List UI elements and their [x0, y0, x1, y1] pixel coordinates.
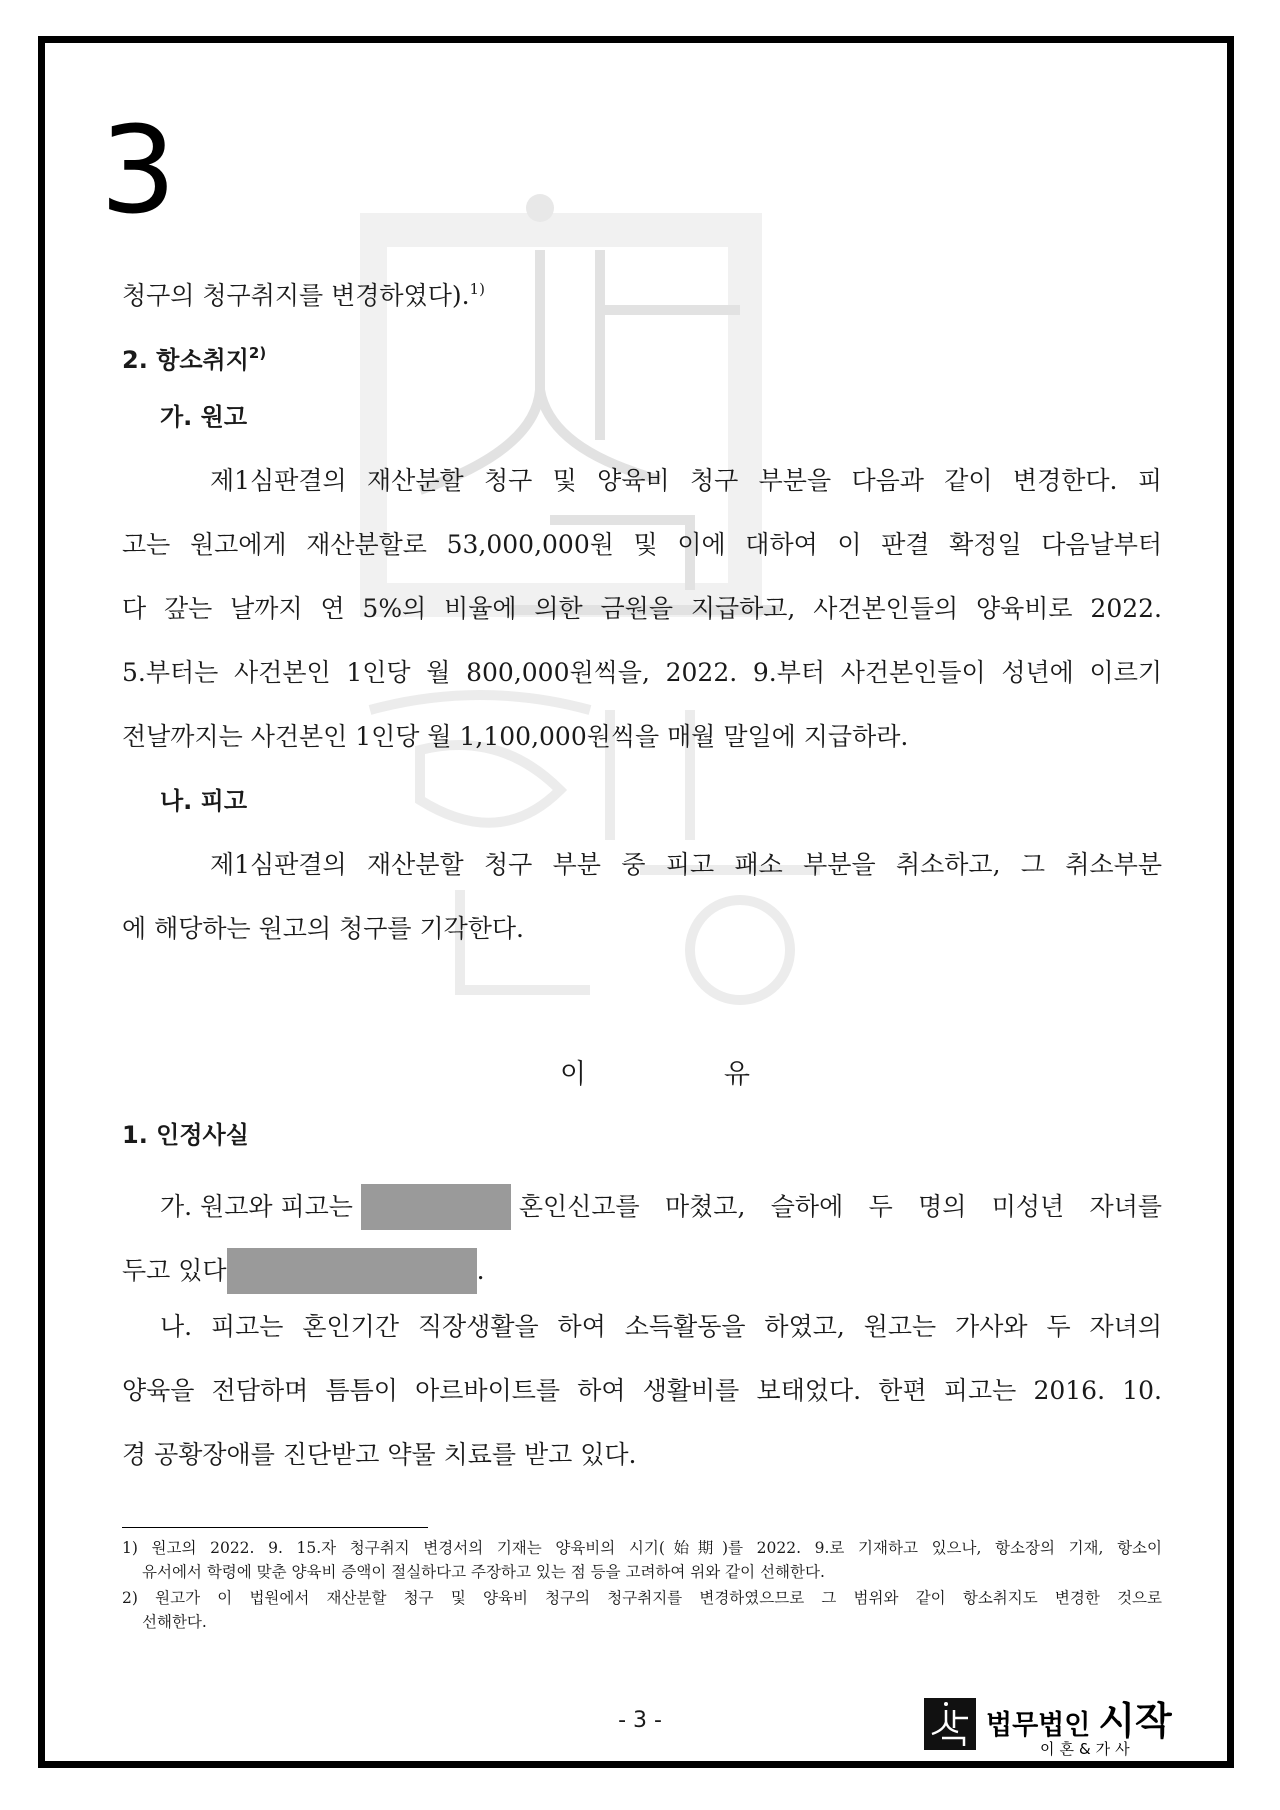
intro-line: 청구의 청구취지를 변경하였다).$^{1)}$	[122, 280, 485, 310]
paragraph-line: 제1심판결의 재산분할 청구 및 양육비 청구 부분을 다음과 같이 변경한다. 피	[210, 466, 1162, 495]
paragraph-line: 경 공황장애를 진단받고 약물 치료를 받고 있다.	[122, 1440, 637, 1469]
paragraph-line: 고는 원고에게 재산분할로 53,000,000원 및 이에 대하여 이 판결 확정일 다음날부터	[122, 530, 1162, 559]
paragraph-line: 제1심판결의 재산분할 청구 부분 중 피고 패소 부분을 취소하고, 그 취소부분	[210, 850, 1162, 879]
footnote-ref-1[interactable]: 1)	[469, 280, 485, 298]
firm-subtitle: 이혼&가사	[1040, 1740, 1135, 1758]
paragraph-line: 5.부터는 사건본인 1인당 월 800,000원씩을, 2022. 9.부터 사건본인들이 성년에 이르기	[122, 658, 1162, 687]
facts-line-2: 두고 있다 .	[122, 1248, 1162, 1294]
paragraph-line: 에 해당하는 원고의 청구를 기각한다.	[122, 914, 524, 943]
footnote-divider	[122, 1527, 428, 1528]
footnote-1-cont: 유서에서 학령에 맞춘 양육비 증액이 절실하다고 주장하고 있는 점 등을 고려하여 위와 같이 선해한다.	[142, 1563, 825, 1581]
redaction-box	[361, 1184, 511, 1230]
footnote-ref-2[interactable]: 2)	[248, 344, 267, 362]
redaction-box	[227, 1248, 477, 1294]
paragraph-line: 나. 피고는 혼인기간 직장생활을 하여 소득활동을 하였고, 원고는 가사와 두 자녀의	[160, 1312, 1162, 1341]
paragraph-line: 전날까지는 사건본인 1인당 월 1,100,000원씩을 매월 말일에 지급하라.	[122, 722, 909, 751]
footnote-1: 1) 원고의 2022. 9. 15.자 청구취지 변경서의 기재는 양육비의 시기(始期)를 2022. 9.로 기재하고 있으나, 항소장의 기재, 항소이	[122, 1539, 1162, 1557]
paragraph-line: 다 갚는 날까지 연 5%의 비율에 의한 금원을 지급하고, 사건본인들의 양육비로 2022.	[122, 594, 1162, 623]
section-title-facts: 1. 인정사실	[122, 1121, 249, 1149]
footnote-2: 2) 원고가 이 법원에서 재산분할 청구 및 양육비 청구의 청구취지를 변경하였으므로 그 범위와 같이 항소취지도 변경한 것으로	[122, 1589, 1162, 1607]
footnote-2-cont: 선해한다.	[142, 1613, 207, 1631]
facts-line-1: 가. 원고와 피고는 혼인신고를 마쳤고, 슬하에 두 명의 미성년 자녀를	[160, 1184, 1162, 1230]
heading-defendant: 나. 피고	[160, 787, 248, 815]
firm-name: 법무법인 시작	[986, 1699, 1172, 1743]
section-title-appeal: 2. 항소취지$^{2)}$	[122, 344, 267, 374]
page-number: - 3 -	[618, 1708, 662, 1733]
reason-title: 이 유	[560, 1059, 750, 1090]
page-marker: 3	[100, 102, 177, 241]
firm-logo-icon	[924, 1698, 976, 1750]
heading-plaintiff: 가. 원고	[160, 403, 248, 431]
paragraph-line: 양육을 전담하며 틈틈이 아르바이트를 하여 생활비를 보태었다. 한편 피고는 2016. 10.	[122, 1376, 1162, 1405]
